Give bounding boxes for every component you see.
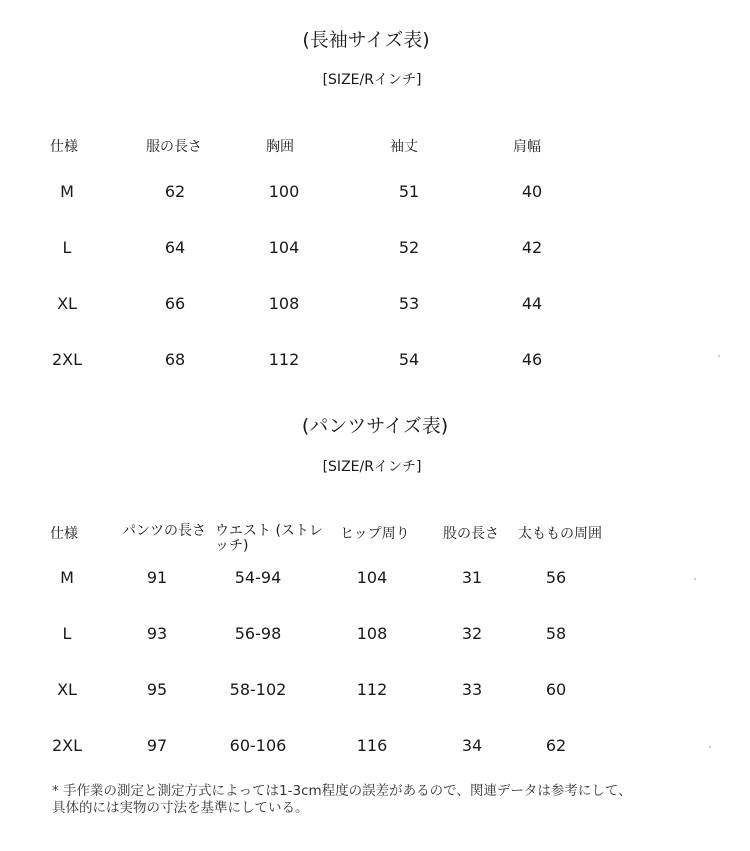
shirt-cell-length: 64 bbox=[164, 238, 186, 257]
shirt-cell-sleeve: 52 bbox=[398, 238, 420, 257]
shirt-cell-chest: 112 bbox=[268, 350, 300, 369]
pants-table-unit: [SIZE/Rインチ] bbox=[322, 459, 422, 475]
scan-speck bbox=[694, 578, 696, 580]
pants-cell-length: 93 bbox=[146, 624, 168, 643]
pants-cell-hip: 108 bbox=[356, 624, 388, 643]
pants-header-hip: ヒップ周り bbox=[340, 526, 410, 542]
pants-cell-hip: 112 bbox=[356, 680, 388, 699]
pants-header-waist: ウエスト (ストレッチ) bbox=[215, 523, 323, 554]
shirt-cell-length: 68 bbox=[164, 350, 186, 369]
pants-cell-hip: 116 bbox=[356, 736, 388, 755]
pants-header-length: パンツの長さ bbox=[122, 523, 206, 539]
shirt-cell-shoulder: 46 bbox=[521, 350, 543, 369]
pants-cell-thigh: 56 bbox=[545, 568, 567, 587]
shirt-table-title: (長袖サイズ表) bbox=[302, 29, 430, 51]
pants-cell-rise: 31 bbox=[461, 568, 483, 587]
shirt-cell-chest: 104 bbox=[268, 238, 300, 257]
pants-cell-rise: 34 bbox=[461, 736, 483, 755]
shirt-cell-size: XL bbox=[57, 294, 77, 313]
shirt-cell-chest: 100 bbox=[268, 182, 300, 201]
shirt-cell-shoulder: 40 bbox=[521, 182, 543, 201]
shirt-header-spec: 仕様 bbox=[50, 139, 78, 155]
shirt-header-shoulder: 肩幅 bbox=[513, 139, 541, 155]
pants-cell-waist: 56-98 bbox=[234, 624, 282, 643]
pants-cell-rise: 32 bbox=[461, 624, 483, 643]
footnote-line-2: 具体的には実物の寸法を基準にしている。 bbox=[52, 800, 309, 816]
pants-header-spec: 仕様 bbox=[50, 526, 78, 542]
footnote-line-1: * 手作業の測定と測定方式によっては1-3cm程度の誤差があるので、関連データは参考にして、 bbox=[52, 783, 632, 799]
pants-cell-waist: 58-102 bbox=[229, 680, 287, 699]
shirt-cell-sleeve: 53 bbox=[398, 294, 420, 313]
pants-cell-size: L bbox=[62, 624, 72, 643]
shirt-cell-size: L bbox=[62, 238, 72, 257]
scan-speck bbox=[709, 746, 711, 748]
pants-cell-size: M bbox=[60, 568, 74, 587]
shirt-header-length: 服の長さ bbox=[146, 139, 202, 155]
pants-cell-thigh: 58 bbox=[545, 624, 567, 643]
shirt-cell-shoulder: 44 bbox=[521, 294, 543, 313]
pants-cell-size: 2XL bbox=[51, 736, 83, 755]
shirt-cell-length: 62 bbox=[164, 182, 186, 201]
shirt-table-unit: [SIZE/Rインチ] bbox=[322, 72, 422, 88]
shirt-cell-size: 2XL bbox=[51, 350, 83, 369]
shirt-header-sleeve: 袖丈 bbox=[390, 139, 418, 155]
pants-header-thigh: 太ももの周囲 bbox=[518, 526, 602, 542]
pants-cell-thigh: 60 bbox=[545, 680, 567, 699]
shirt-cell-length: 66 bbox=[164, 294, 186, 313]
shirt-cell-sleeve: 54 bbox=[398, 350, 420, 369]
pants-cell-waist: 54-94 bbox=[234, 568, 282, 587]
pants-cell-hip: 104 bbox=[356, 568, 388, 587]
pants-table-title: (パンツサイズ表) bbox=[301, 415, 449, 437]
shirt-cell-size: M bbox=[60, 182, 74, 201]
shirt-cell-sleeve: 51 bbox=[398, 182, 420, 201]
pants-header-rise: 股の長さ bbox=[443, 526, 499, 542]
shirt-cell-shoulder: 42 bbox=[521, 238, 543, 257]
pants-cell-length: 91 bbox=[146, 568, 168, 587]
pants-cell-rise: 33 bbox=[461, 680, 483, 699]
pants-cell-waist: 60-106 bbox=[229, 736, 287, 755]
shirt-header-chest: 胸囲 bbox=[266, 139, 294, 155]
pants-cell-thigh: 62 bbox=[545, 736, 567, 755]
pants-cell-size: XL bbox=[57, 680, 77, 699]
shirt-cell-chest: 108 bbox=[268, 294, 300, 313]
pants-cell-length: 95 bbox=[146, 680, 168, 699]
scan-speck bbox=[718, 355, 720, 357]
pants-cell-length: 97 bbox=[146, 736, 168, 755]
